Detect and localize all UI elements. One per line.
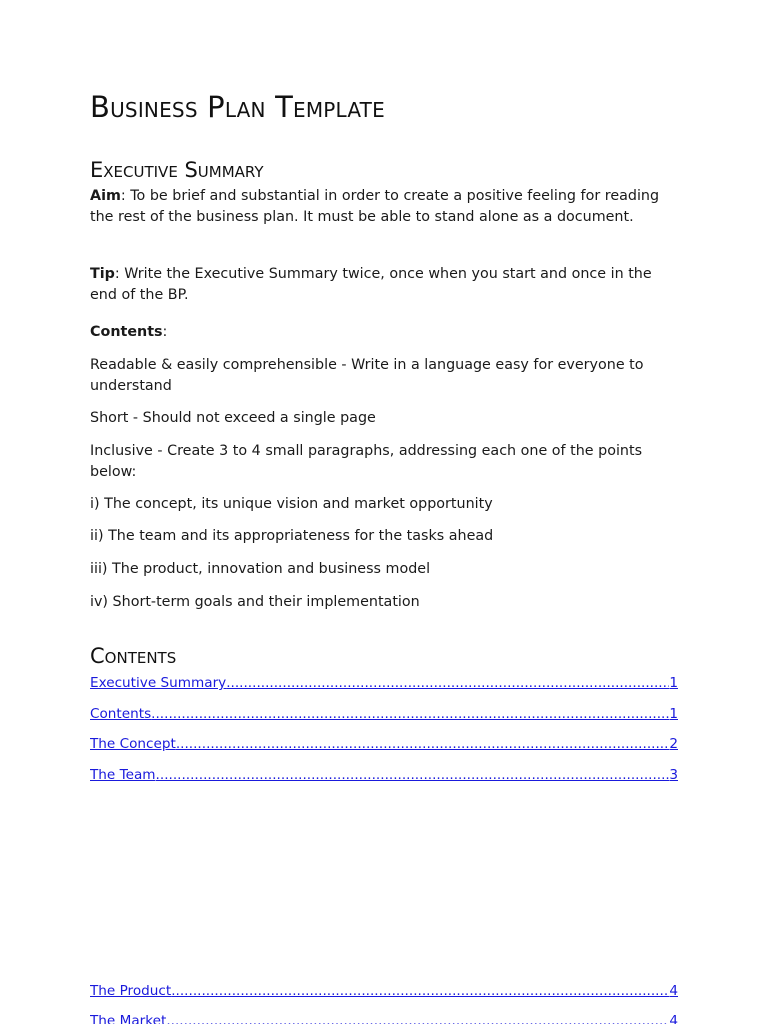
document-page	[90, 0, 678, 1024]
toc-page-number: 4	[669, 983, 678, 999]
point-inclusive: Inclusive - Create 3 to 4 small paragraphs, addressing each one of the points below:	[90, 443, 643, 480]
toc-page-number: 4	[669, 1013, 678, 1024]
toc-leader	[226, 674, 669, 692]
contents-label-paragraph	[90, 322, 678, 343]
toc-leader	[151, 705, 669, 723]
toc-entry-label: Executive Summary	[90, 675, 227, 691]
toc-entry-label: The Product	[90, 983, 172, 999]
aim-text: : To be brief and substantial in order to create a positive feeling for reading the rest of the business plan. It must be able to stand alone as a document.	[90, 188, 660, 225]
toc-entry-label: The Concept	[90, 736, 176, 752]
point-readable: Readable & easily comprehensible - Write in a language easy for everyone to understand	[90, 357, 644, 394]
tip-text: : Write the Executive Summary twice, once when you start and once in the end of the BP.	[90, 266, 652, 303]
toc-entry-the-concept[interactable]	[90, 735, 678, 753]
toc-entry-label: Contents	[90, 706, 152, 722]
point-concept: i) The concept, its unique vision and market opportunity	[90, 496, 493, 512]
toc-page-number: 3	[669, 767, 678, 783]
toc-entry-the-product[interactable]	[90, 982, 678, 1000]
toc-entry-contents[interactable]	[90, 705, 678, 723]
contents-heading: Contents	[90, 644, 177, 668]
toc-entry-the-team[interactable]	[90, 766, 678, 784]
toc-leader	[176, 735, 670, 753]
tip-paragraph	[90, 264, 678, 305]
tip-label: Tip	[90, 266, 115, 282]
toc-page-number: 1	[669, 675, 678, 691]
point-team: ii) The team and its appropriateness for the tasks ahead	[90, 528, 494, 544]
document-title: Business Plan Template	[90, 90, 385, 124]
aim-paragraph	[90, 186, 678, 227]
toc-page-number: 1	[669, 706, 678, 722]
toc-leader	[156, 766, 670, 784]
toc-leader	[171, 982, 669, 1000]
point-goals: iv) Short-term goals and their implementation	[90, 594, 420, 610]
toc-page-number: 2	[669, 736, 678, 752]
toc-leader	[166, 1012, 669, 1024]
aim-label: Aim	[90, 188, 121, 204]
contents-colon: :	[162, 324, 168, 340]
contents-label: Contents	[90, 324, 163, 340]
toc-entry-label: The Team	[90, 767, 156, 783]
toc-entry-executive-summary[interactable]	[90, 674, 678, 692]
point-product: iii) The product, innovation and business model	[90, 561, 431, 577]
point-short: Short - Should not exceed a single page	[90, 410, 376, 426]
executive-summary-heading: Executive Summary	[90, 158, 264, 182]
toc-entry-the-market[interactable]	[90, 1012, 678, 1024]
toc-entry-label: The Market	[90, 1013, 167, 1024]
